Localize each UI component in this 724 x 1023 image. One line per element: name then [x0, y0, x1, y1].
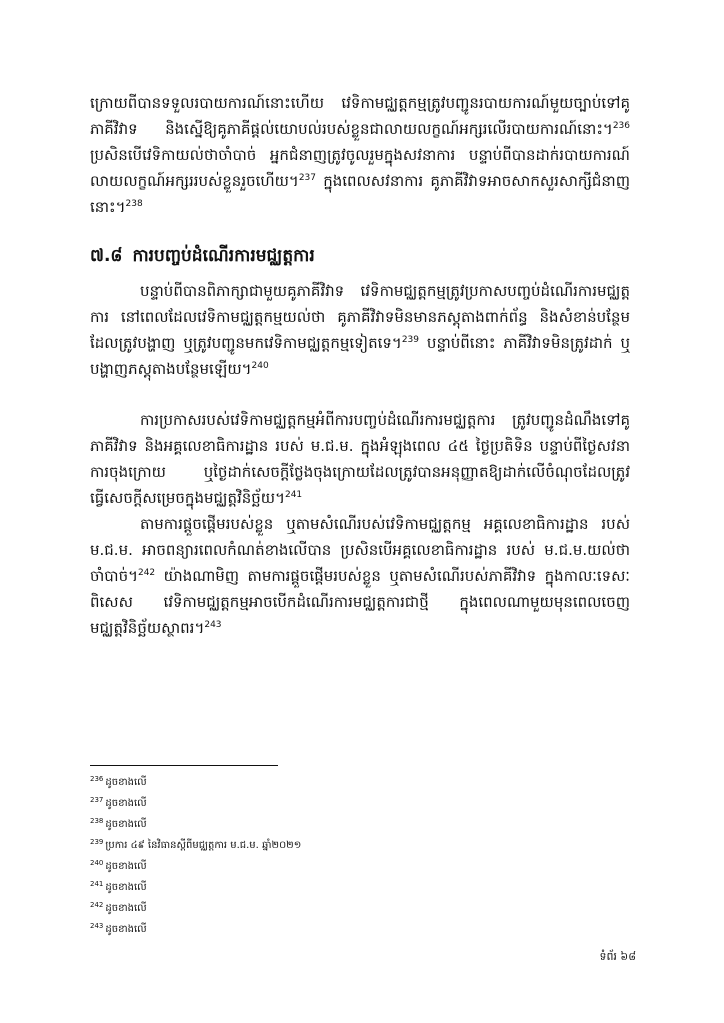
footnote-item	[90, 877, 490, 898]
footnote-number: 239	[90, 837, 104, 846]
footnote-number: 236	[90, 774, 104, 783]
footnote-ref-243[interactable]: 243	[204, 620, 222, 630]
footnote-ref-241[interactable]: 241	[284, 490, 303, 500]
footnote-ref-238[interactable]: 238	[125, 199, 143, 209]
paragraph-text: បន្ទាប់ពីបានពិភាក្សាជាមួយគូភាគីវិវាទ វេទិកាមជ្ឈត្តកម្មត្រូវប្រកាសបញ្ចប់ដំណើរការមជ្ឈត្តការ នៅពេលដែលវេទិកាមជ្ឈត្តកម្មយល់ថា គូភាគីវិវាទមិនមានភស្តុតាងពាក់ព័ន្ធ និងសំខាន់បន្ថែមដែលត្រូវបង្ហាញ ឬត្រូវបញ្ជូនមកវេទិកាមជ្ឈត្តកម្មទៀតទេ។	[90, 282, 630, 352]
paragraph-3	[90, 407, 630, 511]
section-number: ៧.៨	[90, 246, 123, 266]
paragraph-1	[90, 90, 630, 220]
footnote-number: 241	[90, 879, 104, 888]
footnote-text: ដូចខាងលើ	[105, 777, 147, 788]
footnote-number: 238	[90, 816, 104, 825]
footnote-text: ដូចខាងលើ	[105, 882, 147, 893]
footnote-text: ដូចខាងលើ	[105, 903, 147, 914]
paragraph-2	[90, 278, 630, 382]
footnote-ref-236[interactable]: 236	[612, 121, 630, 131]
footnote-list	[90, 772, 490, 940]
footnote-item	[90, 835, 490, 856]
footnote-divider	[90, 765, 278, 766]
footnote-number: 242	[90, 900, 104, 909]
footnote-item	[90, 793, 490, 814]
paragraph-4	[90, 511, 630, 641]
footnote-number: 243	[90, 921, 104, 930]
paragraph-text: តាមការផ្តួចផ្តើមរបស់ខ្លួន ឬតាមសំណើរបស់វេទិកាមជ្ឈត្តកម្ម អគ្គលេខាធិការដ្ឋាន របស់ ម.ជ.ម. អាចពន្យារពេលកំណត់ខាងលើបាន ប្រសិនបើអគ្គលេខាធិការដ្ឋាន របស់ ម.ជ.ម.យល់ថាចាំបាច់។	[90, 515, 630, 585]
footnote-ref-237[interactable]: 237	[298, 173, 317, 183]
footnote-ref-240[interactable]: 240	[251, 361, 269, 371]
footnote-number: 240	[90, 858, 104, 867]
footnote-item	[90, 919, 490, 940]
section-title: ការបញ្ចប់ដំណើរការមជ្ឈត្តការ	[132, 246, 315, 266]
footnote-ref-239[interactable]: 239	[401, 335, 419, 345]
footnote-text: ដូចខាងលើ	[105, 798, 147, 809]
footnote-text: ដូចខាងលើ	[105, 861, 147, 872]
footnote-number: 237	[90, 795, 104, 804]
footnote-text: ប្រការ ៤៩ នៃវិធានស្តីពីមជ្ឈត្តការ ម.ជ.ម. ឆ្នាំ២០២១	[105, 840, 302, 851]
footnote-item	[90, 898, 490, 919]
paragraph-text: បន្ទាប់ពីនោះ ភាគីវិវាទមិនត្រូវដាក់ ឬបង្ហាញភស្តុតាងបន្ថែមឡើយ។	[90, 334, 630, 378]
paragraph-text: ក្នុងពេលសវនាការ គូភាគីវិវាទអាចសាកសួរសាក្សីជំនាញនោះ។	[90, 172, 630, 216]
section-heading	[90, 243, 315, 269]
footnote-text: ដូចខាងលើ	[105, 924, 147, 935]
paragraph-text: ប្រសិនបើវេទិកាយល់ថាចាំបាច់ អ្នកជំនាញត្រូវចូលរួមក្នុងសវនាការ បន្ទាប់ពីបានដាក់របាយការណ៍លាយលក្ខណ៍អក្សររបស់ខ្លួនរួចហើយ។	[90, 146, 630, 190]
footnote-ref-242[interactable]: 242	[137, 568, 156, 578]
page-number: ទំព័រ ៦៨	[599, 950, 636, 963]
paragraph-text: ការប្រកាសរបស់វេទិកាមជ្ឈត្តកម្មអំពីការបញ្ចប់ដំណើរការមជ្ឈត្តការ ត្រូវបញ្ជូនដំណឹងទៅគូភាគីវិវាទ និងអគ្គលេខាធិការដ្ឋាន របស់ ម.ជ.ម. ក្នុងអំឡុងពេល ៤៥ ថ្ងៃប្រតិទិន បន្ទាប់ពីថ្ងៃសវនាការចុងក្រោយ ឬថ្ងៃដាក់សេចក្តីថ្លែងចុងក្រោយដែលត្រូវបានអនុញ្ញាតឱ្យដាក់លើចំណុចដែលត្រូវធ្វើសេចក្តីសម្រេចក្នុងមជ្ឈត្តវិនិច្ឆ័យ។	[90, 411, 630, 507]
paragraph-text: ក្រោយពីបានទទួលរបាយការណ៍នោះហើយ វេទិកាមជ្ឈត្តកម្មត្រូវបញ្ជូនរបាយការណ៍មួយច្បាប់ទៅគូភាគីវិវាទ និងស្នើឱ្យគូភាគីផ្តល់យោបល់របស់ខ្លួនជាលាយលក្ខណ៍អក្សរលើរបាយការណ៍នោះ។	[90, 94, 630, 138]
paragraph-text: យ៉ាងណាមិញ តាមការផ្តួចផ្តើមរបស់ខ្លួន ឬតាមសំណើរបស់ភាគីវិវាទ ក្នុងកាលៈទេសៈពិសេស វេទិកាមជ្ឈត្តកម្មអាចបើកដំណើរការមជ្ឈត្តការជាថ្មី ក្នុងពេលណាមួយមុនពេលចេញមជ្ឈត្តវិនិច្ឆ័យស្ថាពរ។	[90, 567, 630, 637]
footnote-item	[90, 814, 490, 835]
footnote-item	[90, 856, 490, 877]
footnote-text: ដូចខាងលើ	[105, 819, 147, 830]
footnote-item	[90, 772, 490, 793]
